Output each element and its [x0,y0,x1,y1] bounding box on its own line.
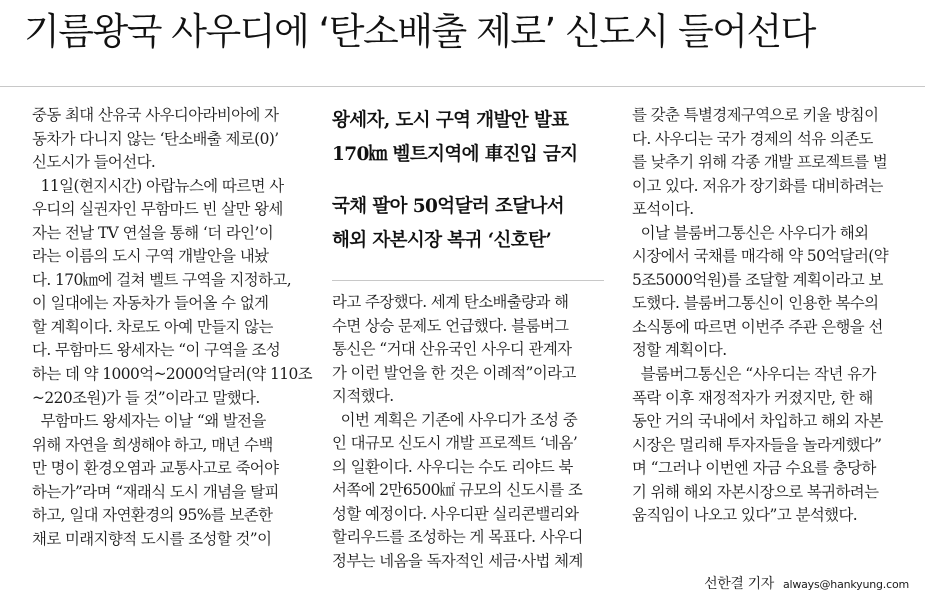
body-line: 다. 170㎞에 걸쳐 벨트 구역을 지정하고, [32,270,292,289]
body-lines-middle [332,291,604,574]
body-line: 이날 블룸버그통신은 사우디가 해외 [632,223,869,242]
body-line: 수면 상승 문제도 언급했다. 블룸버그 [332,316,569,335]
body-line: 이번 계획은 기존에 사우디가 조성 중 [332,410,578,429]
subheadline-1: 왕세자, 도시 구역 개발안 발표 [332,110,569,131]
body-line: ~220조원)가 들 것”이라고 말했다. [32,388,260,407]
body-line: 블룸버그통신은 “사우디는 작년 유가 [632,365,876,384]
body-line: 채로 미래지향적 도시를 조성할 것”이 [32,529,272,548]
body-line: 무함마드 왕세자는 이날 “왜 발전을 [32,412,266,431]
byline [704,573,909,593]
body-line: 시장은 멀리해 투자자들을 놀라게했다” [632,435,882,454]
body-line: 정할 계획이다. [632,341,727,360]
body-line: 다. 사우디는 국가 경제의 석유 의존도 [632,129,873,148]
body-line: 폭락 이후 재정적자가 커졌지만, 한 해 [632,388,873,407]
subheadline-4: 해외 자본시장 복귀 ‘신호탄’ [332,230,552,251]
body-line: 동안 거의 국내에서 차입하고 해외 자본 [632,412,883,431]
body-line: 중동 최대 산유국 사우디아라비아에 자 [32,106,279,124]
body-line: 하는가”라며 “재래식 도시 개념을 탈피 [32,482,279,501]
body-line: 5조5000억원)를 조달할 계획이라고 보 [632,270,883,289]
body-line: 지적했다. [332,387,394,406]
reporter-email: always@hankyung.com [782,578,909,591]
body-line: 11일(현지시간) 아랍뉴스에 따르면 사 [32,176,284,195]
article-column-left [32,104,313,551]
body-line: 만 명이 환경오염과 교통사고로 죽어야 [32,459,279,478]
subheadline-block [332,104,604,258]
body-line: 할 계획이다. 차로도 아예 만들지 않는 [32,317,273,336]
body-lines-right [632,104,910,528]
article-headline: 기름왕국 사우디에 ‘탄소배출 제로’ 신도시 들어선다 [24,10,815,53]
reporter-name: 선한결 기자 [704,576,774,592]
body-line: 다. 무함마드 왕세자는 “이 구역을 조성 [32,341,281,360]
body-line: 라고 주장했다. 세계 탄소배출량과 해 [332,293,569,311]
body-line: 움직임이 나오고 있다”고 분석했다. [632,506,858,525]
subheadline-2: 170㎞ 벨트지역에 車진입 금지 [332,144,578,165]
body-line: 시장에서 국채를 매각해 약 50억달러(약 [632,247,889,266]
body-line: 인 대규모 신도시 개발 프로젝트 ‘네옴’ [332,434,578,453]
body-line: 서쪽에 2만6500㎢ 규모의 신도시를 조 [332,481,583,500]
body-lines-left [32,104,313,551]
body-line: 이고 있다. 저유가 장기화를 대비하려는 [632,176,883,195]
body-line: 이 일대에는 자동차가 들어올 수 없게 [32,294,269,313]
body-line: 기 위해 해외 자본시장으로 복귀하려는 [632,482,879,501]
body-line: 며 “그러나 이번엔 자금 수요를 충당하 [632,459,876,478]
body-line: 우디의 실권자인 무함마드 빈 살만 왕세 [32,200,283,219]
article-column-right [632,104,910,528]
body-line: 를 낮추기 위해 각종 개발 프로젝트를 벌 [632,153,888,172]
headline-divider [0,86,925,87]
body-line: 위해 자연을 희생해야 하고, 매년 수백 [32,435,273,454]
body-line: 라는 이름의 도시 구역 개발안을 내놨 [32,247,269,266]
body-line: 할리우드를 조성하는 게 목표다. 사우디 [332,528,583,547]
body-line: 도했다. 블룸버그통신이 인용한 복수의 [632,294,879,313]
body-line: 가 이런 발언을 한 것은 이례적”이라고 [332,363,576,382]
body-line: 성할 예정이다. 사우디판 실리콘밸리와 [332,504,579,523]
body-line: 신도시가 들어선다. [32,153,156,172]
article-column-middle [332,104,604,574]
body-line: 의 일환이다. 사우디는 수도 리야드 북 [332,457,573,476]
body-line: 자는 전날 TV 연설을 통해 ‘더 라인’이 [32,223,274,242]
body-line: 를 갖춘 특별경제구역으로 키울 방침이 [632,106,879,124]
body-line: 하는 데 약 1000억~2000억달러(약 110조 [32,365,313,384]
body-line: 정부는 네옴을 독자적인 세금·사법 체계 [332,552,583,571]
body-line: 포석이다. [632,200,694,219]
subheadline-divider [332,280,604,281]
body-line: 소식통에 따르면 이번주 주관 은행을 선 [632,317,883,336]
body-line: 하고, 일대 자연환경의 95%를 보존한 [32,506,273,525]
body-line: 통신은 “거대 산유국인 사우디 관계자 [332,340,572,359]
body-line: 동차가 다니지 않는 ‘탄소배출 제로(0)’ [32,129,279,148]
subheadline-3: 국채 팔아 50억달러 조달나서 [332,196,565,217]
